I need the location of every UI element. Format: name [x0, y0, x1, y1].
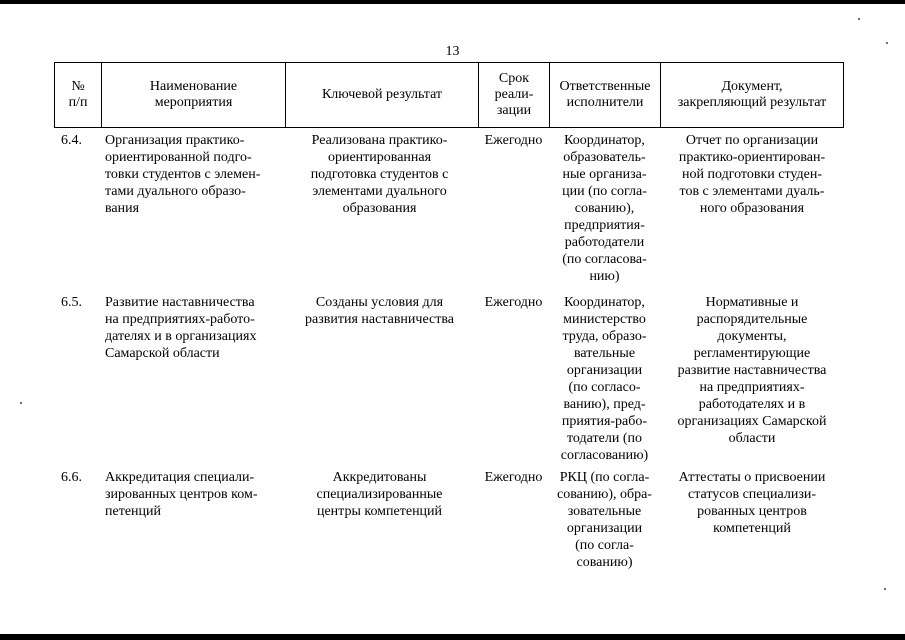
- row-activity-name: Организация практико- ориентированной подго- товки студентов с элемен- тами дуального образо- вания: [105, 133, 261, 216]
- row-key-result: Реализована практико- ориентированная подготовка студентов с элементами дуального образования: [310, 133, 449, 216]
- header-key-result: Ключевой результат: [286, 63, 479, 127]
- row-number: 6.5.: [61, 295, 82, 310]
- scan-speck: [858, 18, 860, 20]
- row-document: Нормативные и распорядительные документы, регламентирующие развитие наставничества на предприятиях- работодателях и в организациях Самарской области: [677, 295, 827, 446]
- row-responsible: Координатор, образователь- ные организа- ции (по согла- сованию), предприятия- работодатели (по согласова- нию): [562, 133, 647, 284]
- row-activity-name: Развитие наставничества на предприятиях-работо- дателях и в организациях Самарской области: [105, 295, 257, 361]
- header-document: Документ, закрепляющий результат: [677, 79, 827, 110]
- table-row: [54, 132, 844, 285]
- row-number: 6.4.: [61, 133, 82, 148]
- row-number: 6.6.: [61, 470, 82, 485]
- scan-speck: [20, 402, 22, 404]
- table-row: [54, 294, 844, 464]
- row-activity-name: Аккредитация специали- зированных центров ком- петенций: [105, 470, 258, 519]
- header-responsible: Ответственные исполнители: [550, 63, 661, 127]
- row-term: Ежегодно: [484, 470, 543, 485]
- header-activity-name: Наименование мероприятия: [102, 63, 286, 127]
- row-document: Аттестаты о присвоении статусов специализи- рованных центров компетенций: [678, 470, 826, 536]
- scan-bottom-border: [0, 634, 905, 640]
- row-term: Ежегодно: [484, 133, 543, 148]
- scan-speck: [884, 588, 886, 590]
- table-row: [54, 469, 844, 571]
- row-responsible: РКЦ (по согла- сованию), обра- зовательные организации (по согла- сованию): [557, 470, 652, 570]
- row-responsible: Координатор, министерство труда, образо- вательные организации (по согласо- ванию), пред- приятия-рабо- тодатели (по согласованию): [560, 295, 649, 463]
- page-number: 13: [445, 44, 460, 59]
- header-number: № п/п: [55, 63, 102, 127]
- header-term: Срок реали- зации: [479, 63, 550, 127]
- row-key-result: Созданы условия для развития наставничества: [305, 295, 454, 327]
- row-document: Отчет по организации практико-ориентирован- ной подготовки студен- тов с элементами дуаль- ного образования: [678, 133, 826, 216]
- row-key-result: Аккредитованы специализированные центры компетенций: [316, 470, 443, 519]
- scan-top-border: [0, 0, 905, 4]
- table-header: [54, 62, 844, 128]
- row-term: Ежегодно: [484, 295, 543, 310]
